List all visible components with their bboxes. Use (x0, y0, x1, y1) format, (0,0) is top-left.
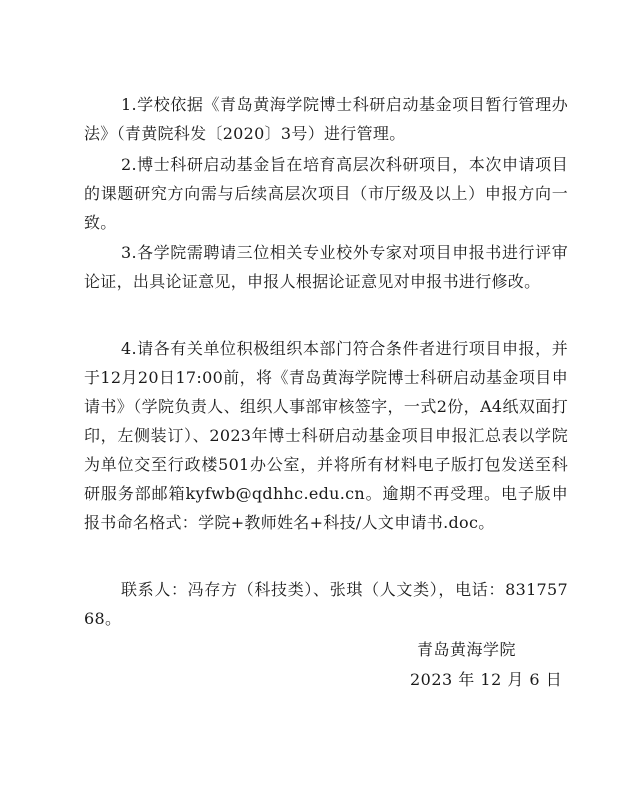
paragraph-research-direction: 2.博士科研启动基金旨在培育高层次科研项目，本次申请项目的课题研究方向需与后续高层次项目（市厅级及以上）申报方向一致。 (84, 155, 568, 232)
signature-date: 2023 年 12 月 6 日 (410, 670, 563, 689)
signature-institution: 青岛黄海学院 (417, 640, 517, 659)
paragraph-contact-info: 联系人：冯存方（科技类）、张琪（人文类），电话：83175768。 (84, 580, 568, 628)
paragraph-management-basis: 1.学校依据《青岛黄海学院博士科研启动基金项目暂行管理办法》（青黄院科发〔2020〕3号）进行管理。 (84, 95, 568, 143)
paragraph-expert-review: 3.各学院需聘请三位相关专业校外专家对项目申报书进行评审论证，出具论证意见，申报人根据论证意见对申报书进行修改。 (84, 243, 568, 291)
paragraph-application-submission: 4.请各有关单位积极组织本部门符合条件者进行项目申报，并于12月20日17:00前，将《青岛黄海学院博士科研启动基金项目申请书》（学院负责人、组织人事部审核签字，一式2份，A4纸双面打印，左侧装订）、2023年博士科研启动基金项目申报汇总表以学院为单位交至行政楼501办公室，并将所有材料电子版打包发送至科研服务部邮箱kyfwb@qdhhc.edu.cn。逾期不再受理。电子版申报书命名格式：学院+教师姓名+科技/人文申请书.doc。 (84, 339, 568, 532)
